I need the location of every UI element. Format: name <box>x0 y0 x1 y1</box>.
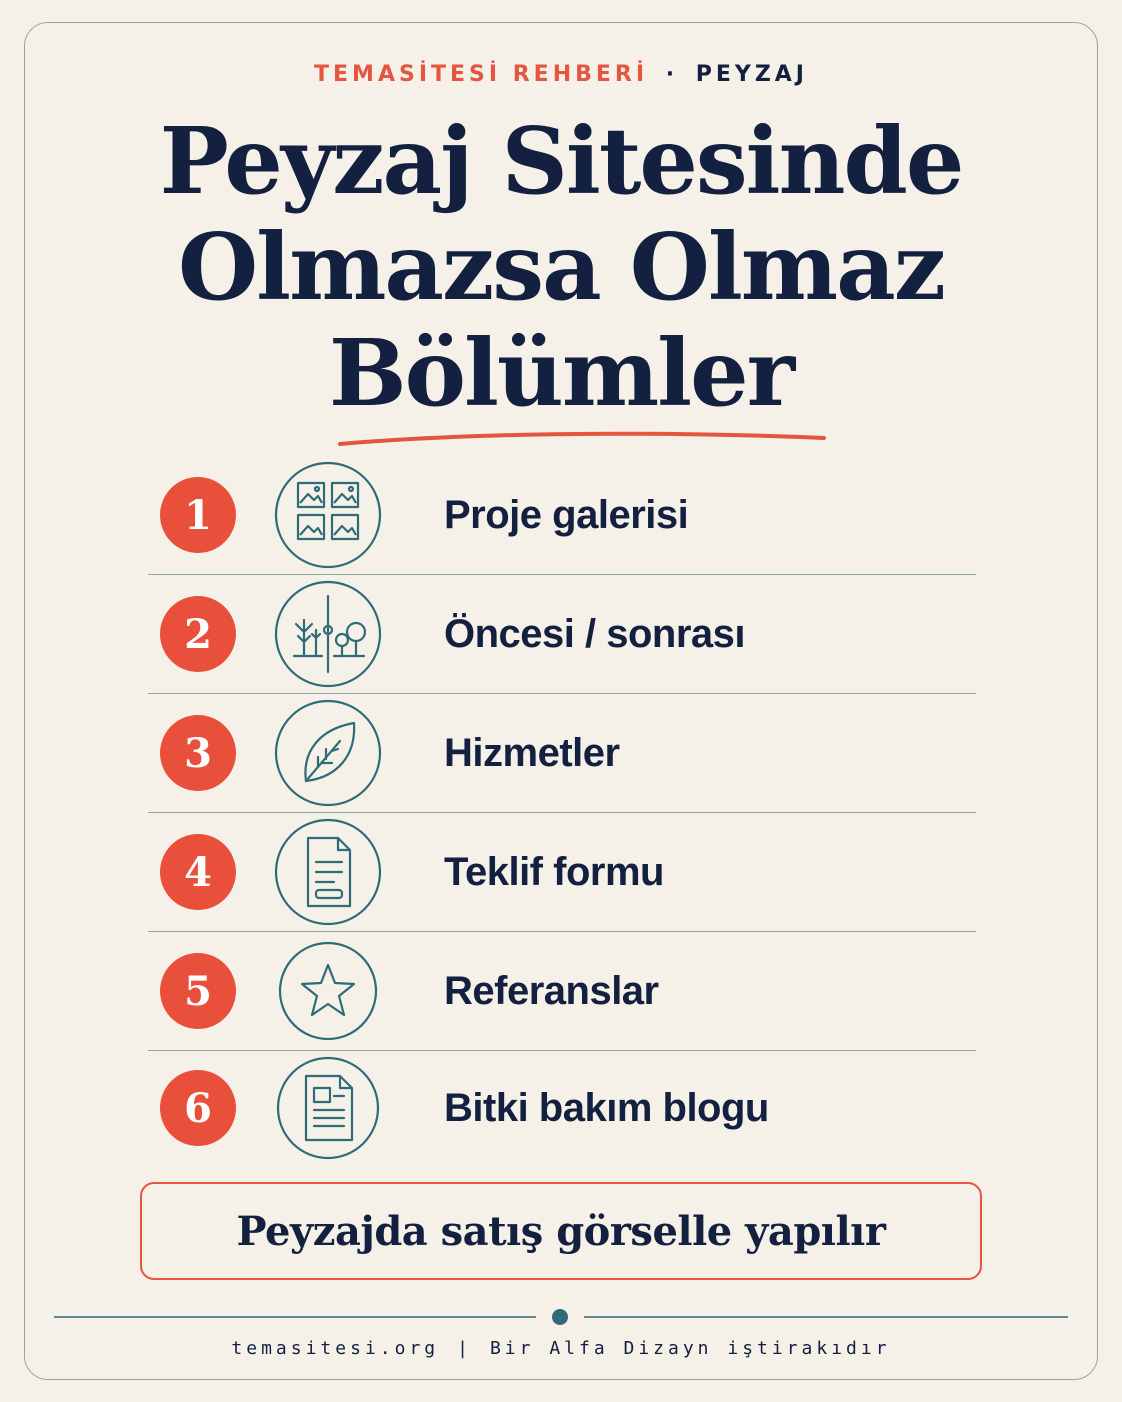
blog-article-icon <box>274 1054 382 1162</box>
footer-divider-left <box>54 1316 536 1318</box>
number-badge: 4 <box>160 834 236 910</box>
number-badge: 5 <box>160 953 236 1029</box>
kicker-separator: · <box>665 62 679 87</box>
footer-divider-right <box>584 1316 1068 1318</box>
callout-box <box>140 1182 982 1280</box>
item-label: Referanslar <box>444 968 659 1013</box>
brand-label: TEMASİTESİ REHBERİ <box>314 62 649 87</box>
list-item <box>148 456 976 575</box>
before-after-trees-icon <box>274 580 382 688</box>
number-badge: 2 <box>160 596 236 672</box>
page-title <box>0 108 1122 426</box>
item-label: Öncesi / sonrası <box>444 611 746 656</box>
document-form-icon <box>274 818 382 926</box>
number-badge: 3 <box>160 715 236 791</box>
title-line-3: Bölümler <box>328 319 794 427</box>
list-item <box>148 575 976 694</box>
item-label: Bitki bakım blogu <box>444 1085 769 1130</box>
title-underline <box>336 428 828 450</box>
number-badge: 1 <box>160 477 236 553</box>
item-label: Proje galerisi <box>444 492 689 537</box>
item-label: Hizmetler <box>444 730 620 775</box>
footer-separator: | <box>457 1338 472 1359</box>
footer-divider-dot <box>552 1309 568 1325</box>
leaf-icon <box>274 699 382 807</box>
list-item <box>148 932 976 1051</box>
list-item <box>148 813 976 932</box>
title-line-1: Peyzaj Sitesinde <box>159 107 963 215</box>
topic-label: PEYZAJ <box>695 62 808 87</box>
list-item <box>148 1051 976 1165</box>
list-item <box>148 694 976 813</box>
star-icon <box>274 937 382 1045</box>
footer-site-link[interactable]: temasitesi.org <box>231 1338 440 1359</box>
item-label: Teklif formu <box>444 849 664 894</box>
footer-tagline: Bir Alfa Dizayn iştirakıdır <box>489 1338 891 1359</box>
title-line-2: Olmazsa Olmaz <box>177 213 945 321</box>
header-kicker <box>0 62 1122 87</box>
sections-list <box>148 456 976 1165</box>
callout-text: Peyzajda satış görselle yapılır <box>236 1207 886 1255</box>
footer <box>0 1338 1122 1359</box>
number-badge: 6 <box>160 1070 236 1146</box>
gallery-icon <box>274 461 382 569</box>
